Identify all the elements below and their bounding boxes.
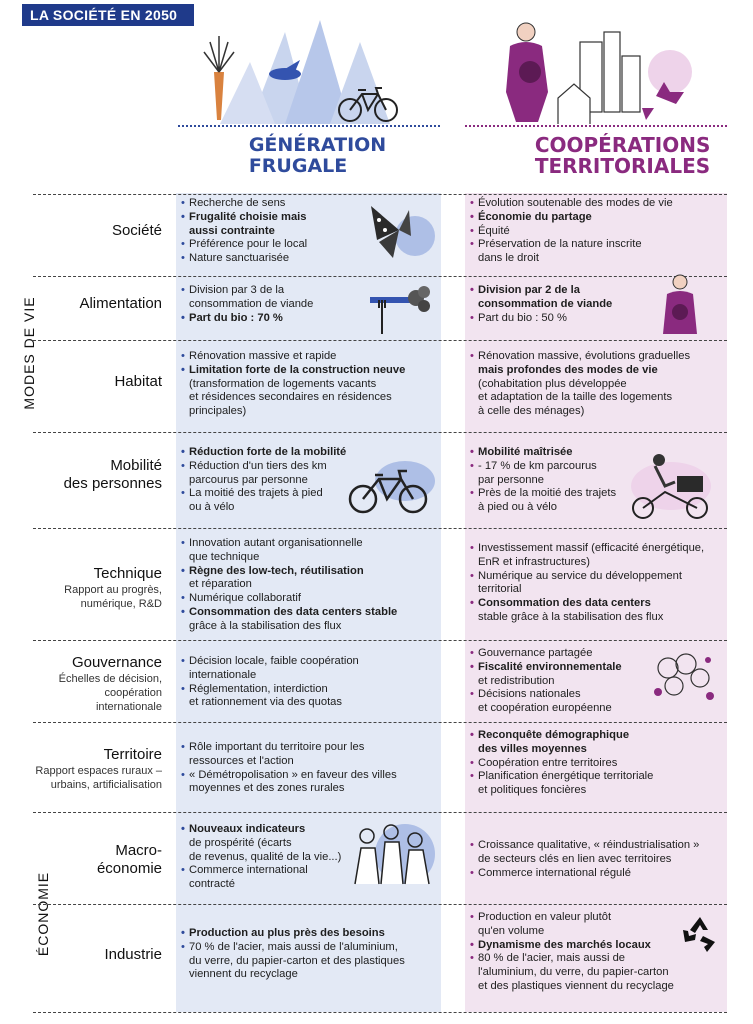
page-badge: LA SOCIÉTÉ EN 2050 xyxy=(22,4,194,26)
row-divider xyxy=(33,276,727,277)
s1-cell xyxy=(181,927,405,982)
scenario-code: S1 xyxy=(176,127,243,185)
bullet-item: • Part du bio : 50 % xyxy=(470,312,612,326)
bullet-item: • Équité xyxy=(470,225,673,239)
bullet-item: • Consommation des data centers stable xyxy=(181,606,397,620)
row-divider xyxy=(33,194,727,195)
row-subtitle: internationale xyxy=(95,701,162,713)
row-divider xyxy=(33,640,727,641)
bullet-item: de secteurs clés en lien avec territoires xyxy=(478,852,672,865)
row-title: économie xyxy=(96,860,162,877)
bullet-item: • Division par 3 de la xyxy=(181,284,313,298)
bullet-item: • Rôle important du territoire pour les xyxy=(181,741,397,755)
bullet-item: viennent du recyclage xyxy=(189,968,298,981)
row-title: Gouvernance xyxy=(71,654,162,671)
row-subtitle: coopération xyxy=(104,687,162,699)
bullet-item: • Préférence pour le local xyxy=(181,238,307,252)
bullet-item: • Production au plus près des besoins xyxy=(181,927,405,941)
bullet-item: de prospérité (écarts xyxy=(189,836,292,849)
bullet-item: • Reconquête démographique xyxy=(470,729,653,743)
bullet-item: • Économie du partage xyxy=(470,211,673,225)
s1-illustration xyxy=(190,12,440,124)
bullet-item: par personne xyxy=(478,473,544,486)
bullet-item: (cohabitation plus développée xyxy=(478,377,627,390)
bullet-item: • Planification énergétique territoriale xyxy=(470,770,653,784)
bullet-item: • Numérique collaboratif xyxy=(181,592,397,606)
s1-cell xyxy=(181,446,346,515)
bullet-item: moyennes et des zones rurales xyxy=(189,782,345,795)
s2-cell xyxy=(470,350,690,419)
s1-cell xyxy=(181,655,359,710)
bullet-item: et politiques foncières xyxy=(478,784,587,797)
scenario-header-s2 xyxy=(462,127,711,185)
bullet-item: • Consommation des data centers xyxy=(470,597,704,611)
bullet-item: stable grâce à la stabilisation des flux xyxy=(478,610,664,623)
bullet-item: et réparation xyxy=(189,578,252,591)
scenario-name: COOPÉRATIONS TERRITORIALES xyxy=(534,133,711,178)
bullet-item: • Rénovation massive, évolutions graduelles xyxy=(470,350,690,364)
s2-cell xyxy=(470,647,622,716)
row-label xyxy=(20,295,162,313)
row-title: Société xyxy=(111,222,162,239)
s1-cell xyxy=(181,350,405,419)
bullet-item: • Investissement massif (efficacité énergétique, xyxy=(470,542,704,556)
row-divider xyxy=(33,1012,727,1013)
row-divider xyxy=(33,528,727,529)
bullet-item: • Numérique au service du développement xyxy=(470,570,704,584)
bullet-item: • La moitié des trajets à pied xyxy=(181,487,346,501)
bullet-item: ressources et l'action xyxy=(189,754,294,767)
fork-vegetables-icon xyxy=(370,280,434,338)
row-label xyxy=(20,654,162,714)
bicycle-icon xyxy=(345,455,437,517)
bullet-item: à celle des ménages) xyxy=(478,405,585,418)
bullet-item: consommation de viande xyxy=(189,297,314,310)
butterfly-icon xyxy=(365,200,437,262)
bullet-item: • Réglementation, interdiction xyxy=(181,683,359,697)
bullet-item: • Coopération entre territoires xyxy=(470,757,653,771)
bullet-item: • Préservation de la nature inscrite xyxy=(470,238,673,252)
row-label xyxy=(20,946,162,964)
woman-icon xyxy=(655,272,705,336)
bullet-item: EnR et infrastructures) xyxy=(478,555,590,568)
section-label-economie: ÉCONOMIE xyxy=(35,871,51,957)
bullet-item: • Commerce international xyxy=(181,864,341,878)
s2-cell xyxy=(470,197,673,266)
row-label xyxy=(20,222,162,240)
row-title: Territoire xyxy=(103,746,162,763)
bullet-item: et redistribution xyxy=(478,674,555,687)
bullet-item: • Rénovation massive et rapide xyxy=(181,350,405,364)
row-subtitle: Rapport espaces ruraux – xyxy=(35,765,162,777)
scenario-name: GÉNÉRATION FRUGALE xyxy=(248,134,387,177)
row-label xyxy=(20,373,162,391)
bullet-item: • Production en valeur plutôt xyxy=(470,911,674,925)
bullet-item: et résidences secondaires en résidences xyxy=(189,391,392,404)
bullet-item: • Division par 2 de la xyxy=(470,284,612,298)
row-subtitle: numérique, R&D xyxy=(80,598,162,610)
bullet-item: • Dynamisme des marchés locaux xyxy=(470,939,674,953)
bullet-item: • Près de la moitié des trajets xyxy=(470,487,616,501)
bullet-item: • Gouvernance partagée xyxy=(470,647,622,661)
bullet-item: • Frugalité choisie mais xyxy=(181,211,307,225)
bullet-item: • Fiscalité environnementale xyxy=(470,661,622,675)
row-subtitle: urbains, artificialisation xyxy=(50,779,162,791)
people-group-icon xyxy=(345,818,437,890)
bullet-item: • Commerce international régulé xyxy=(470,867,699,881)
row-divider xyxy=(33,904,727,905)
bullet-item: • Règne des low-tech, réutilisation xyxy=(181,565,397,579)
s2-illustration xyxy=(470,12,727,124)
bullet-item: • 70 % de l'acier, mais aussi de l'aluminium, xyxy=(181,941,405,955)
row-title: des personnes xyxy=(63,475,162,492)
section-label-modes-de-vie: MODES DE VIE xyxy=(21,296,37,410)
bullet-item: l'aluminium, du verre, du papier-carton xyxy=(478,966,669,979)
row-label xyxy=(20,457,162,493)
bullet-item: consommation de viande xyxy=(478,297,613,310)
bullet-item: (transformation de logements vacants xyxy=(189,377,377,390)
row-divider xyxy=(33,432,727,433)
bullet-item: qu'en volume xyxy=(478,924,545,937)
bullet-item: • Mobilité maîtrisée xyxy=(470,446,616,460)
bullet-item: et adaptation de la taille des logements xyxy=(478,391,673,404)
s1-cell xyxy=(181,823,341,892)
bullet-item: et des plastiques viennent du recyclage xyxy=(478,979,674,992)
row-label xyxy=(20,842,162,878)
s2-cell xyxy=(470,839,699,880)
row-label xyxy=(20,565,162,611)
s1-cell xyxy=(181,537,397,634)
scenario-code: S2 xyxy=(462,127,529,185)
bullet-item: • Réduction d'un tiers des km xyxy=(181,460,346,474)
bullet-item: dans le droit xyxy=(478,252,539,265)
bullet-item: ou à vélo xyxy=(189,501,235,514)
bullet-item: contracté xyxy=(189,878,236,891)
bullet-item: et rationnement via des quotas xyxy=(189,696,342,709)
bullet-item: internationale xyxy=(189,668,257,681)
bullet-item: • Nouveaux indicateurs xyxy=(181,823,341,837)
row-title: Mobilité xyxy=(110,457,162,474)
s2-cell xyxy=(470,446,616,515)
row-title: Industrie xyxy=(104,946,162,963)
s2-cell xyxy=(470,284,612,325)
balloons-icon xyxy=(652,652,716,708)
bullet-item: • Limitation forte de la construction neuve xyxy=(181,364,405,378)
bullet-item: • - 17 % de km parcourus xyxy=(470,460,616,474)
bullet-item: principales) xyxy=(189,405,247,418)
bullet-item: du verre, du papier-carton et des plastiques xyxy=(189,954,405,967)
row-title: Habitat xyxy=(114,373,162,390)
bullet-item: et coopération européenne xyxy=(478,702,612,715)
bullet-item: grâce à la stabilisation des flux xyxy=(189,619,342,632)
s1-cell xyxy=(181,741,397,796)
bullet-item: • « Démétropolisation » en faveur des villes xyxy=(181,769,397,783)
bullet-item: • Part du bio : 70 % xyxy=(181,312,313,326)
row-title: Macro- xyxy=(115,842,162,859)
bullet-item: parcourus par personne xyxy=(189,473,308,486)
bullet-item: aussi contrainte xyxy=(189,224,275,237)
bullet-item: • Décision locale, faible coopération xyxy=(181,655,359,669)
s1-cell xyxy=(181,197,307,266)
cargo-bike-icon xyxy=(625,452,717,522)
row-divider xyxy=(33,812,727,813)
bullet-item: mais profondes des modes de vie xyxy=(478,363,658,376)
row-subtitle: Rapport au progrès, xyxy=(64,584,162,596)
bullet-item: • Nature sanctuarisée xyxy=(181,252,307,266)
bullet-item: que technique xyxy=(189,550,260,563)
bullet-item: • Croissance qualitative, « réindustrialisation » xyxy=(470,839,699,853)
s2-cell xyxy=(470,729,653,798)
bullet-item: • Évolution soutenable des modes de vie xyxy=(470,197,673,211)
scenario-header-s1 xyxy=(176,127,387,185)
row-divider xyxy=(33,340,727,341)
row-label xyxy=(20,746,162,792)
bullet-item: • Réduction forte de la mobilité xyxy=(181,446,346,460)
recycle-icon xyxy=(680,914,720,954)
row-title: Alimentation xyxy=(79,295,162,312)
row-title: Technique xyxy=(93,565,162,582)
s1-cell xyxy=(181,284,313,325)
bullet-item: des villes moyennes xyxy=(478,742,587,755)
s2-cell xyxy=(470,911,674,994)
row-subtitle: Échelles de décision, xyxy=(58,673,162,685)
bullet-item: • Décisions nationales xyxy=(470,688,622,702)
row-divider xyxy=(33,722,727,723)
s2-cell xyxy=(470,542,704,625)
bullet-item: territorial xyxy=(478,583,522,596)
bullet-item: • 80 % de l'acier, mais aussi de xyxy=(470,952,674,966)
bullet-item: de revenus, qualité de la vie...) xyxy=(189,850,342,863)
bullet-item: • Recherche de sens xyxy=(181,197,307,211)
bullet-item: • Innovation autant organisationnelle xyxy=(181,537,397,551)
bullet-item: à pied ou à vélo xyxy=(478,501,557,514)
